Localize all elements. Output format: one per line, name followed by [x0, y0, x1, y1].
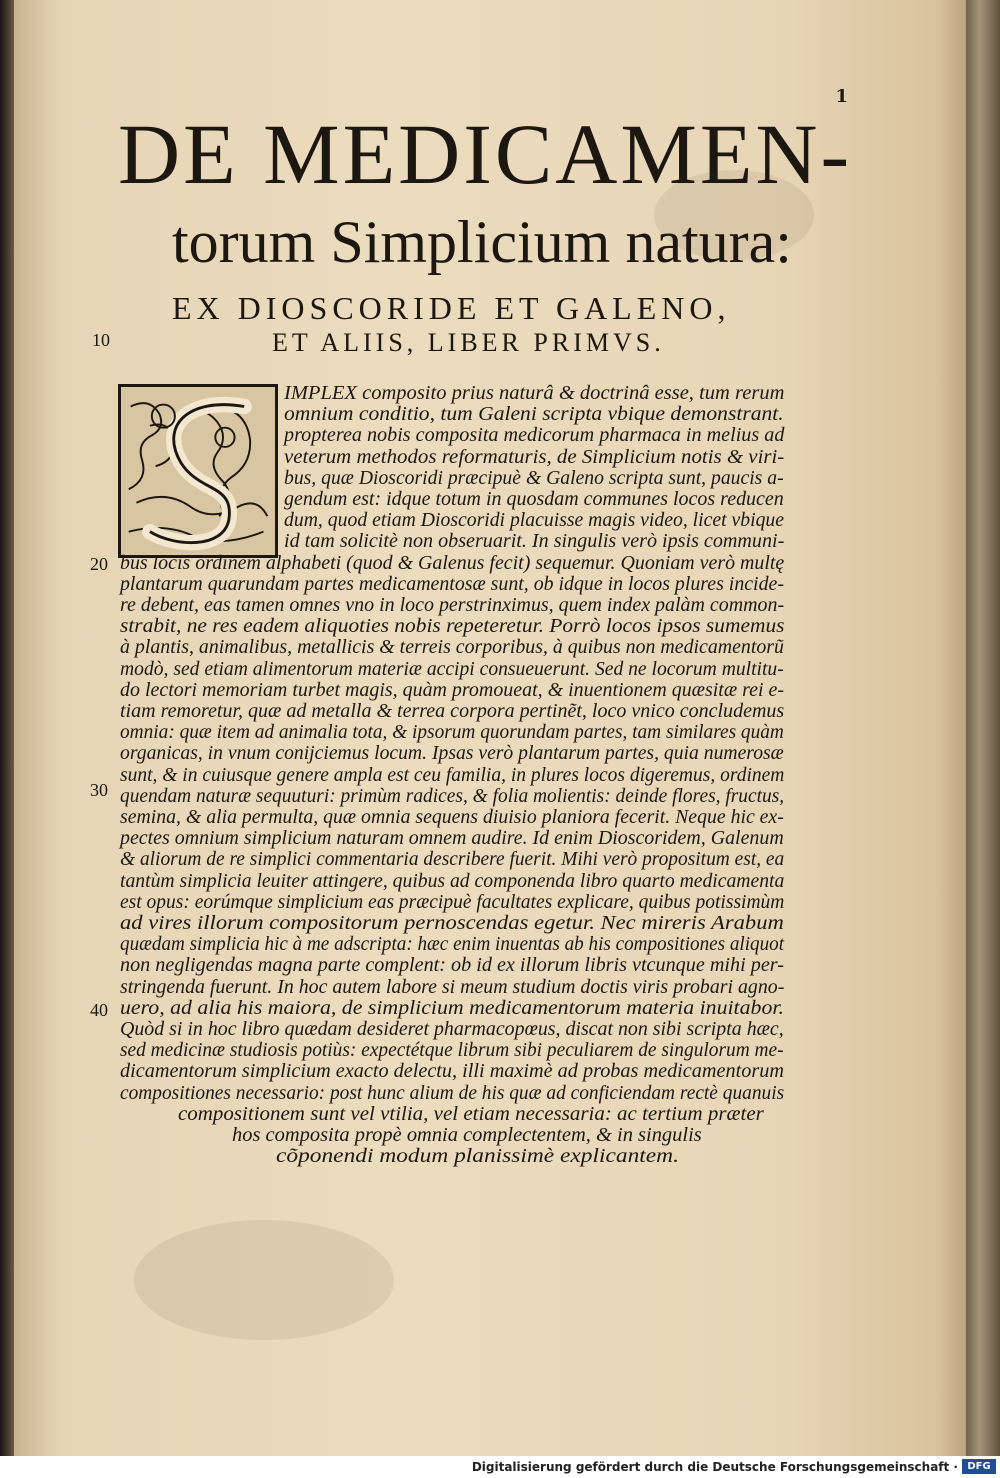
title-line-2: torum Simplicium natura:	[172, 209, 792, 275]
spine-shadow	[0, 0, 14, 1456]
text-line: à plantis, animalibus, metallicis & terreis corporibus, à quibus non medicamentorũ	[120, 637, 784, 659]
text-line: pectes omnium simplicium naturam omnem audire. Id enim Dioscoridem, Galenum	[120, 828, 784, 850]
text-line: cõponendi modum planissimè explicantem.	[276, 1146, 679, 1168]
margin-number: 30	[90, 780, 108, 800]
margin-number: 20	[90, 554, 108, 574]
title-line-3: EX DIOSCORIDE ET GALENO,	[172, 290, 731, 326]
text-line: compositionem sunt vel vtilia, vel etiam necessaria: ac tertium præter	[178, 1103, 764, 1125]
title-line-1: DE MEDICAMEN-	[118, 106, 853, 202]
title-line-4: ET ALIIS, LIBER PRIMVS.	[272, 328, 665, 357]
text-line: plantarum quarundam partes medicamentosæ sunt, ob idque in locos plures incide-	[120, 573, 784, 595]
text-line: compositiones necessario: post hunc alium de his quæ ad conficiendam rectè quanuis	[120, 1082, 785, 1104]
text-line: ad vires illorum compositorum pernoscendas egetur. Nec mireris Arabum	[120, 913, 784, 934]
text-line: quædam simplicia hic à me adscripta: hæc enim inuentas ab his compositiones aliquot	[120, 934, 785, 956]
margin-number: 40	[90, 1000, 108, 1020]
text-line: quendam naturæ sequuturi: primùm radices, & folia molientis: deinde flores, fructus,	[120, 785, 785, 807]
text-line: organicas, in vnum conijciemus locum. Ipsas verò plantarum partes, quia numerosæ	[120, 743, 784, 765]
text-line: tantùm simplicia leuiter attingere, quibus ad componenda libro quarto medicamenta	[120, 870, 785, 892]
footer-credit: Digitalisierung gefördert durch die Deutsche Forschungsgemeinschaft ·	[471, 1460, 958, 1474]
text-line: sunt, & in cuiusque genere ampla est ceu familia, in plures locos digeremus, ordinem	[120, 764, 785, 786]
text-line: do lectori memoriam turbet magis, quàm promoueat, & inuentionem quæsitæ rei e-	[120, 679, 785, 701]
text-line: gendum est: idque totum in quosdam communes locos reducen	[284, 489, 784, 510]
text-line: hos composita propè omnia complectentem, & in singulis	[232, 1125, 702, 1146]
text-line: est opus: eorúmque simplicium eas præcipuè facultates explicare, quibus potissimùm	[120, 891, 785, 913]
text-line: Quòd si in hoc libro quædam desideret pharmacopœus, discat non sibi scripta hæc,	[120, 1019, 784, 1040]
woodcut-illustration-icon	[121, 387, 275, 555]
paper-stain	[134, 1220, 394, 1340]
text-line: dum, quod etiam Dioscoridi placuisse magis video, licet vbique	[284, 510, 785, 532]
text-line: bus locis ordinem alphabeti (quod & Galenus fecit) sequemur. Quoniam verò multę	[120, 552, 785, 574]
woodcut-initial-s	[118, 384, 278, 558]
text-line: stringenda fuerunt. In hoc autem labore si meum studium doctis viris probari agno-	[120, 976, 785, 998]
text-line: & aliorum de re simplici commentaria describere fuerit. Mihi verò propositum est, ea	[120, 849, 785, 871]
text-line: IMPLEX composito prius naturâ & doctrinâ esse, tum rerum	[284, 383, 785, 404]
text-line: sed medicinæ studiosis potiùs: expectétque librum sibi peculiarem de singulorum me-	[120, 1040, 784, 1062]
text-line: modò, sed etiam alimentorum materiæ accipi consueuerunt. Sed ne locorum multitu-	[120, 658, 784, 680]
text-line: omnia: quæ item ad animalia tota, & ipsorum quorundam partes, tam similares quàm	[120, 722, 784, 744]
text-line: dicamentorum simplicium exacto delectu, illi maximè ad probas medicamentorum	[120, 1061, 784, 1083]
text-line: veterum methodos reformaturis, de Simplicium notis & viri-	[284, 446, 785, 468]
text-line: propterea nobis composita medicorum pharmaca in melius ad	[284, 425, 785, 447]
text-line: omnium conditio, tum Galeni scripta vbique demonstrant.	[284, 404, 784, 426]
text-line: bus, quæ Dioscoridi præcipuè & Galeno scripta sunt, paucis a-	[284, 467, 784, 489]
text-line: non negligendas magna parte complent: ob id ex illorum libris vtcunque mihi per-	[120, 955, 784, 977]
dfg-logo: DFG	[962, 1459, 996, 1474]
margin-number: 10	[92, 330, 110, 350]
page-edges	[966, 0, 1000, 1456]
text-line: id tam solicitè non obseruarit. In singulis verò ipsis communi-	[284, 531, 785, 553]
text-line: semina, & alia permulta, quæ omnia sequens diuisio planiora fecerit. Neque hic ex-	[120, 807, 784, 828]
page-mark: 1	[835, 86, 848, 107]
text-line: strabit, ne res eadem aliquoties nobis repeteretur. Porrò locos ipsos sumemus	[120, 616, 785, 638]
text-line: re debent, eas tamen omnes vno in loco perstrinximus, quem index palàm common-	[120, 595, 785, 616]
book-page	[14, 0, 966, 1456]
text-line: tiam remoretur, quæ ad metalla & terrea corpora pertinẽt, loco vnico concludemus	[120, 701, 785, 722]
digitization-footer	[0, 1456, 1000, 1478]
text-line: uero, ad alia his maiora, de simplicium medicamentorum materia inuitabor.	[120, 997, 784, 1019]
